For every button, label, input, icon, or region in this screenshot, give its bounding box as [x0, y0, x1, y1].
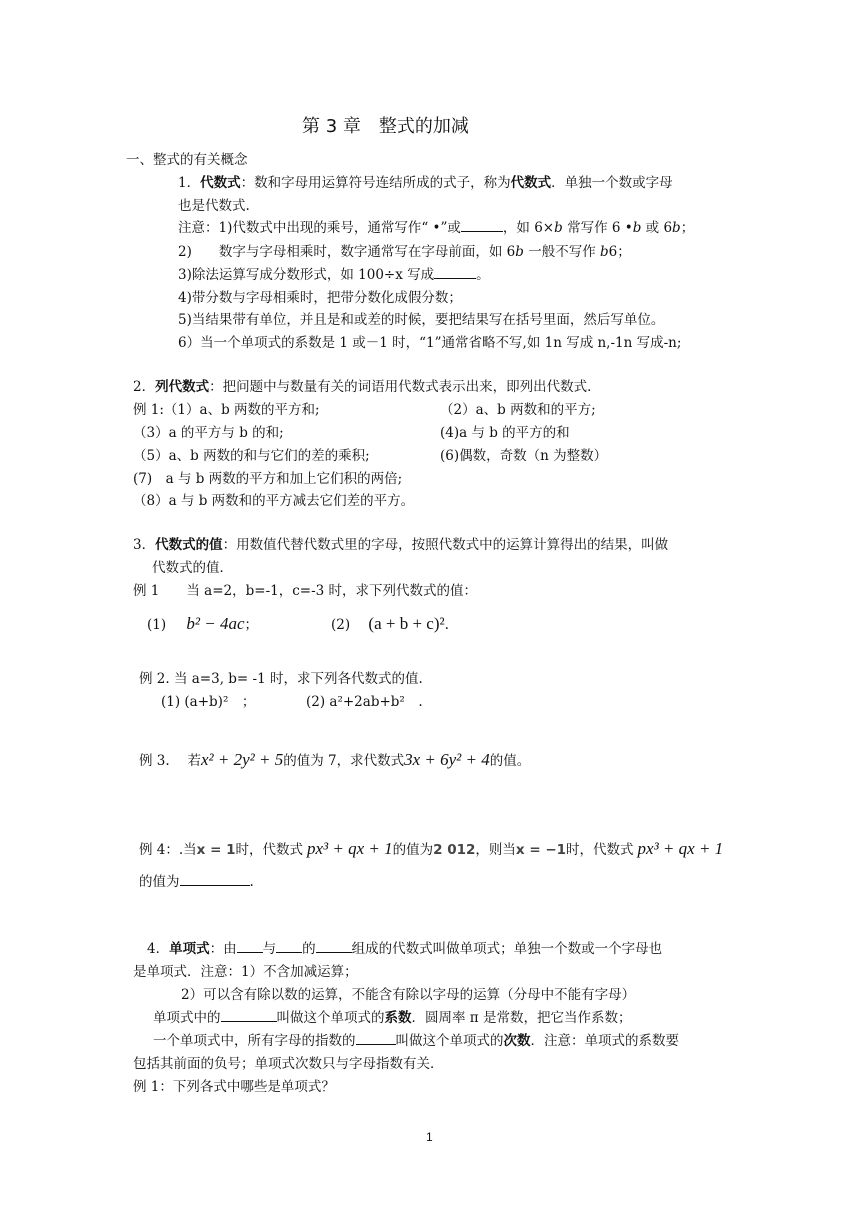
section-1-p1-cont: 也是代数式.: [178, 198, 250, 214]
section-4-line-6: 包括其前面的负号；单项式次数只与字母指数有关．: [133, 1056, 444, 1072]
part-label: (2): [331, 617, 351, 633]
note-1: [178, 218, 694, 238]
section-4-line-5: [153, 1031, 679, 1051]
example-4-text-b: 时，代数式: [235, 842, 303, 858]
note-3-text: 3)除法运算写成分数形式，如 100÷x 写成: [178, 267, 435, 283]
formula-2: 3x + 6y² + 4: [404, 750, 490, 769]
example-row-2a: （3）a 的平方与 b 的和;: [133, 425, 284, 441]
note-1-text-b: ，如 6×: [502, 220, 555, 236]
line-5-text: 一个单项式中，所有字母的指数的: [153, 1033, 356, 1049]
example-4-cont: [139, 872, 254, 892]
example-2: 例 2. 当 a=3, b= -1 时，求下列各代数式的值.: [139, 671, 423, 687]
example-4-text-c: 的值为: [392, 842, 434, 858]
note-2-text: 2) 数字与字母相乘时，数字通常写在字母前面，如 6: [178, 244, 516, 260]
blank-line: [316, 939, 352, 953]
definition-text-2: 与: [262, 941, 277, 957]
note-1-text-f: 或 6: [641, 220, 673, 236]
section-4-line-2: 是单项式．注意：1）不含加减运算；: [133, 964, 358, 980]
separator: ；: [244, 617, 259, 633]
definition-text: ：由: [209, 941, 237, 957]
term-degree: 次数: [503, 1033, 531, 1049]
example-4: [139, 839, 723, 860]
part-label: (1): [147, 617, 167, 633]
note-5: 5)当结果带有单位，并且是和或差的时候，要把结果写在括号里面，然后写单位。: [178, 312, 665, 328]
note-6: 6）当一个单项式的系数是 1 或－1 时，“1”通常省略不写,如 1n 写成 n,-1n 写成-n;: [178, 335, 682, 351]
example-2-part-1: (1) (a+b)² ；: [161, 694, 256, 710]
section-3-cont: 代数式的值．: [152, 560, 233, 576]
example-row-3a: （5）a、b 两数的和与它们的差的乘积;: [133, 448, 370, 464]
example-row-1b: （2）a、b 两数和的平方;: [440, 402, 596, 418]
term-coefficient: 系数: [384, 1010, 412, 1026]
blank-line: [237, 939, 263, 953]
line-5-text-b: 叫做这个单项式的: [395, 1033, 504, 1049]
note-1-text-d: 常写作 6 •: [562, 220, 633, 236]
given-value: 2 012: [433, 842, 476, 858]
item-number: 3．: [133, 537, 156, 553]
item-number: 4．: [147, 941, 170, 957]
var-b-5: b: [600, 244, 609, 260]
example-3-text: 例 3. 若: [139, 753, 201, 769]
note-3: [178, 265, 490, 285]
note-1-text: 注意：1)代数式中出现的乘号，通常写作“ •”或: [178, 220, 461, 236]
example-row-3b: (6)偶数，奇数（n 为整数）: [440, 448, 608, 464]
blank-line: [276, 939, 302, 953]
item-number: 2．: [133, 379, 156, 395]
example-1-part-2: [331, 614, 449, 635]
example-4-text: 例 4：.当: [139, 842, 197, 858]
page-number: 1: [426, 1130, 433, 1144]
formula: px³ + qx + 1: [306, 839, 393, 858]
section-3-heading: [133, 535, 668, 555]
var-b: b: [554, 220, 563, 236]
condition-x: x = 1: [196, 842, 236, 858]
line-4-text: 单项式中的: [153, 1010, 221, 1026]
term-algebraic-expression: 代数式: [200, 175, 241, 191]
definition-text-4: 组成的代数式叫做单项式；单独一个数或一个字母也: [351, 941, 663, 957]
note-2: [178, 242, 631, 262]
definition-text: ：把问题中与数量有关的词语用代数式表示出来，即列出代数式．: [209, 379, 601, 395]
example-4-text-d: ，则当: [475, 842, 516, 858]
section-4-line-3: 2）可以含有除以数的运算，不能含有除以字母的运算（分母中不能有字母）: [181, 987, 636, 1003]
term-monomial: 单项式: [169, 941, 210, 957]
example-row-1a: 例 1:（1）a、b 两数的平方和;: [133, 402, 320, 418]
definition-text-3: 的: [302, 941, 316, 957]
blank-line: [180, 872, 250, 886]
line-5-text-c: ．注意：单项式的系数要: [530, 1033, 679, 1049]
note-2-text-c: 一般不写作: [523, 244, 600, 260]
definition-text-2: ．单独一个数或字母: [551, 175, 673, 191]
separator: .: [444, 617, 449, 633]
example-2-part-2: (2) a²+2ab+b² .: [306, 694, 423, 710]
example-3-text-b: 的值为 7，求代数式: [283, 753, 405, 769]
example-4-text-f: 的值为: [139, 874, 180, 890]
example-3-text-c: 的值。: [489, 753, 531, 769]
formula: b² − 4ac: [186, 614, 245, 633]
note-4: 4)带分数与字母相乘时，把带分数化成假分数；: [178, 290, 462, 306]
note-3-end: 。: [476, 267, 490, 283]
section-2-heading: [133, 377, 601, 397]
definition-text: ：用数值代替代数式里的字母，按照代数式中的运算计算得出的结果，叫做: [222, 537, 669, 553]
note-1-end: ；: [680, 220, 695, 236]
var-b-2: b: [632, 220, 642, 236]
section-4-line-4: [153, 1008, 631, 1028]
example-1: 例 1 当 a=2，b=-1，c=-3 时，求下列代数式的值：: [133, 583, 478, 599]
blank-line: [434, 265, 476, 279]
blank-line: [461, 218, 503, 232]
line-4-text-b: 叫做这个单项式的: [276, 1010, 385, 1026]
example-4-end: .: [249, 874, 254, 890]
term-algebraic-expression-2: 代数式: [510, 175, 552, 191]
example-row-2b: (4)a 与 b 的平方的和: [440, 425, 570, 441]
section-4-line-7: 例 1：下列各式中哪些是单项式？: [133, 1079, 335, 1095]
example-1-part-1: [147, 614, 258, 635]
var-b-3: b: [672, 220, 681, 236]
blank-line: [221, 1008, 277, 1022]
example-row-4: (7) a 与 b 两数的平方和加上它们积的两倍;: [133, 471, 403, 487]
note-2-text-e: 6；: [608, 244, 631, 260]
formula: (a + b + c)²: [368, 614, 445, 633]
line-4-text-c: ．圆周率 π 是常数，把它当作系数；: [411, 1010, 632, 1026]
section-4-heading: [147, 939, 662, 959]
formula: x² + 2y² + 5: [200, 750, 284, 769]
example-3: [139, 750, 530, 771]
example-4-text-e: 时，代数式: [566, 842, 634, 858]
blank-line: [356, 1031, 396, 1045]
section-1-heading: 一、整式的有关概念: [126, 152, 248, 168]
example-row-5: （8）a 与 b 两数和的平方减去它们差的平方。: [133, 493, 415, 509]
formula-2: px³ + qx + 1: [637, 839, 724, 858]
definition-text: ：数和字母用运算符号连结所成的式子，称为: [240, 175, 511, 191]
page-title: 第 3 章 整式的加减: [302, 116, 469, 137]
term-list-expression: 列代数式: [155, 379, 210, 395]
item-number: 1．: [178, 175, 201, 191]
condition-x-2: x = −1: [515, 842, 567, 858]
var-b-4: b: [515, 244, 524, 260]
term-expression-value: 代数式的值: [155, 537, 223, 553]
section-1-p1: [178, 173, 673, 193]
